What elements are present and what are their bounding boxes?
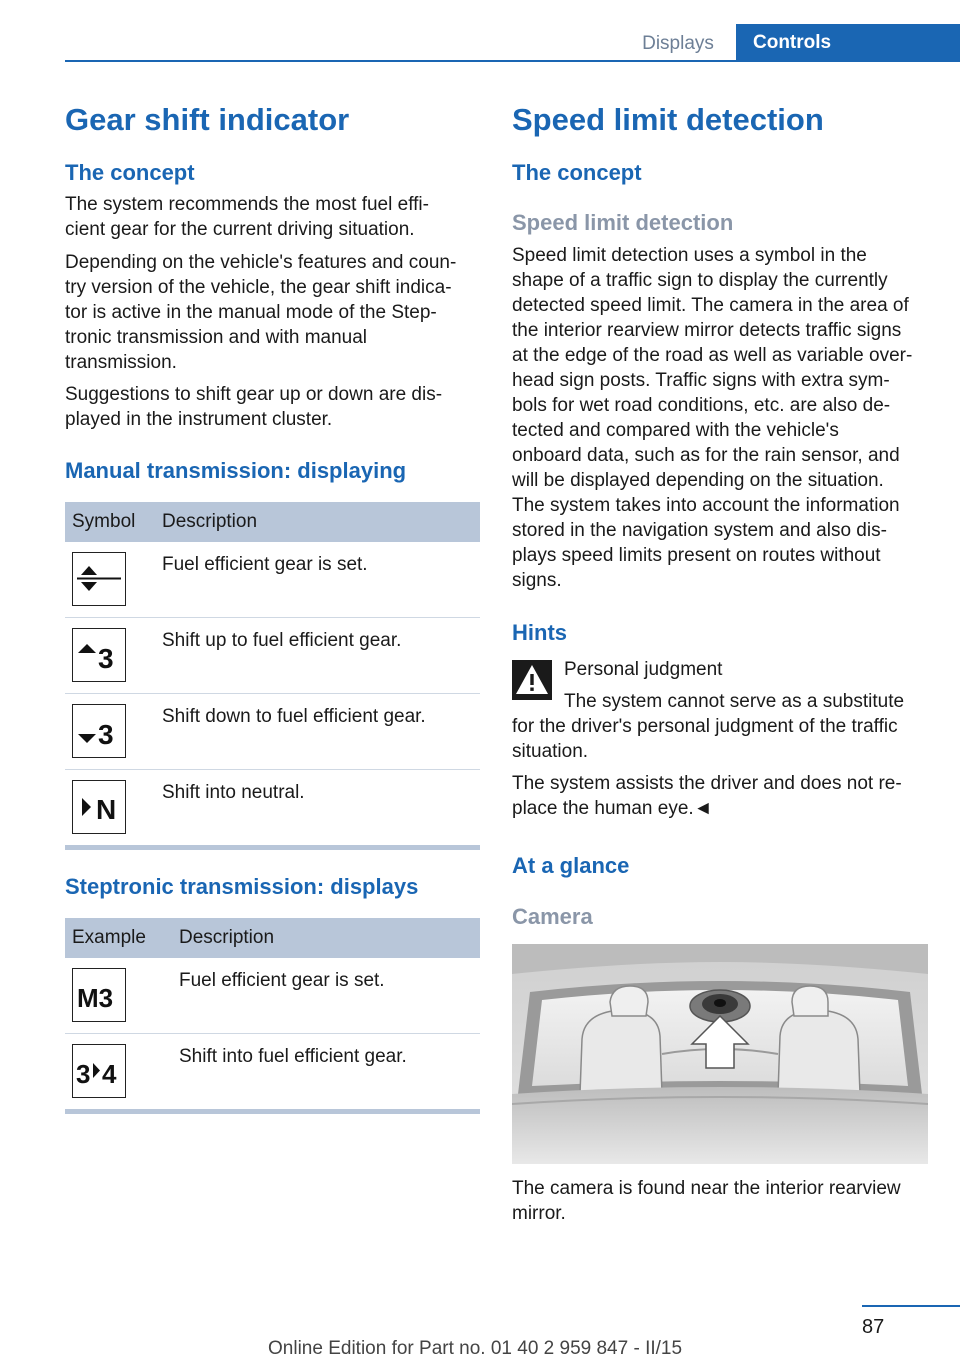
shift-neutral-icon — [72, 780, 126, 834]
text-line: detected speed limit. The camera in the area of — [512, 295, 909, 316]
row-description: Shift down to fuel efficient gear. — [162, 706, 426, 727]
right-concept-heading: The concept — [512, 160, 642, 185]
at-a-glance-heading: At a glance — [512, 853, 630, 878]
column-header-description: Description — [179, 927, 275, 948]
shift-up-glyph: 3 — [98, 643, 114, 674]
gear-shift-title: Gear shift indicator — [65, 102, 350, 137]
table-header — [65, 918, 480, 958]
shift-neutral-glyph: N — [96, 794, 117, 825]
steptronic-table — [65, 918, 480, 1114]
table-bottom-rule — [65, 845, 480, 850]
text-line: plays speed limits present on routes without — [512, 545, 881, 566]
shift-3-to-4-icon — [72, 1044, 126, 1098]
text-line: tected and compared with the vehicle's — [512, 420, 839, 441]
suggest-paragraph — [65, 382, 442, 432]
table-header — [65, 502, 480, 542]
header-chapter-tab: Controls — [736, 24, 960, 62]
gear-set-icon — [72, 552, 126, 606]
text-line: The system recommends the most fuel effi‐ — [65, 194, 429, 215]
camera-location-illustration — [512, 944, 928, 1164]
text-line: tor is active in the manual mode of the Step‐ — [65, 302, 437, 323]
warning-text — [512, 714, 898, 764]
speed-limit-subheading: Speed limit detection — [512, 210, 734, 235]
text-line: situation. — [512, 741, 589, 762]
text-line: mirror. — [512, 1203, 566, 1224]
text-line: Depending on the vehicle's features and coun‐ — [65, 252, 457, 273]
manual-transmission-heading: Manual transmission: displaying — [65, 458, 407, 483]
text-line: played in the instrument cluster. — [65, 409, 333, 430]
text-line: for the driver's personal judgment of the traffic — [512, 716, 898, 737]
row-description: Shift up to fuel efficient gear. — [162, 630, 402, 651]
footer-rule — [862, 1305, 960, 1307]
text-line: bols for wet road conditions, etc. are also de‐ — [512, 395, 891, 416]
text-line: transmission. — [65, 352, 177, 373]
camera-heading: Camera — [512, 904, 593, 929]
text-line: try version of the vehicle, the gear shift indica‐ — [65, 277, 452, 298]
header-section-label: Displays — [642, 33, 714, 54]
speed-limit-title: Speed limit detection — [512, 102, 824, 137]
shift-down-glyph: 3 — [98, 719, 114, 750]
column-header-example: Example — [72, 927, 146, 948]
text-line: head sign posts. Traffic signs with extra sym‐ — [512, 370, 890, 391]
text-line: signs. — [512, 570, 562, 591]
text-line: Speed limit detection uses a symbol in the — [512, 245, 867, 266]
table-row — [65, 1034, 480, 1109]
m3-glyph: M3 — [77, 983, 114, 1013]
page-number: 87 — [862, 1316, 885, 1338]
gear-3-glyph: 3 — [76, 1059, 91, 1089]
text-line: stored in the navigation system and also dis‐ — [512, 520, 887, 541]
table-bottom-rule — [65, 1109, 480, 1114]
assist-paragraph — [512, 771, 902, 821]
row-description: Shift into fuel efficient gear. — [179, 1046, 407, 1067]
warning-title: Personal judgment — [564, 659, 723, 680]
text-line: the interior rearview mirror detects traffic signs — [512, 320, 902, 341]
depending-paragraph — [65, 250, 456, 375]
row-description: Shift into neutral. — [162, 782, 305, 803]
text-line: cient gear for the current driving situation. — [65, 219, 415, 240]
concept-paragraph — [65, 192, 429, 242]
text-line: will be displayed depending on the situation. — [512, 470, 884, 491]
table-row — [65, 542, 480, 618]
table-row — [65, 770, 480, 845]
text-line: The system takes into account the information — [512, 495, 900, 516]
text-line: at the edge of the road as well as variable over‐ — [512, 345, 913, 366]
text-line: onboard data, such as for the rain sensor, and — [512, 445, 900, 466]
speed-limit-body — [512, 243, 912, 593]
row-description: Fuel efficient gear is set. — [162, 554, 368, 575]
steptronic-heading: Steptronic transmission: displays — [65, 874, 419, 899]
edition-footer: Online Edition for Part no. 01 40 2 959 847 - II/15 — [268, 1338, 683, 1359]
warning-first-line: The system cannot serve as a substitute — [564, 691, 905, 712]
hints-heading: Hints — [512, 620, 567, 645]
text-line: The system assists the driver and does not re‐ — [512, 773, 902, 794]
text-line: shape of a traffic sign to display the currently — [512, 270, 888, 291]
table-row — [65, 694, 480, 770]
row-description: Fuel efficient gear is set. — [179, 970, 385, 991]
table-row — [65, 618, 480, 694]
column-header-symbol: Symbol — [72, 511, 136, 532]
warning-icon — [512, 660, 552, 700]
text-line: The camera is found near the interior rearview — [512, 1178, 901, 1199]
manual-transmission-table — [65, 502, 480, 850]
text-line: tronic transmission and with manual — [65, 327, 368, 348]
header-rule — [65, 60, 960, 62]
camera-caption — [512, 1176, 901, 1226]
text-line: Suggestions to shift gear up or down are dis‐ — [65, 384, 443, 405]
gear-4-glyph: 4 — [102, 1059, 117, 1089]
shift-down-icon — [72, 704, 126, 758]
table-row — [65, 958, 480, 1034]
left-concept-heading: The concept — [65, 160, 195, 185]
text-line: place the human eye.◄ — [512, 798, 713, 819]
manual-gear-m3-icon — [72, 968, 126, 1022]
shift-up-icon — [72, 628, 126, 682]
column-header-description: Description — [162, 511, 258, 532]
